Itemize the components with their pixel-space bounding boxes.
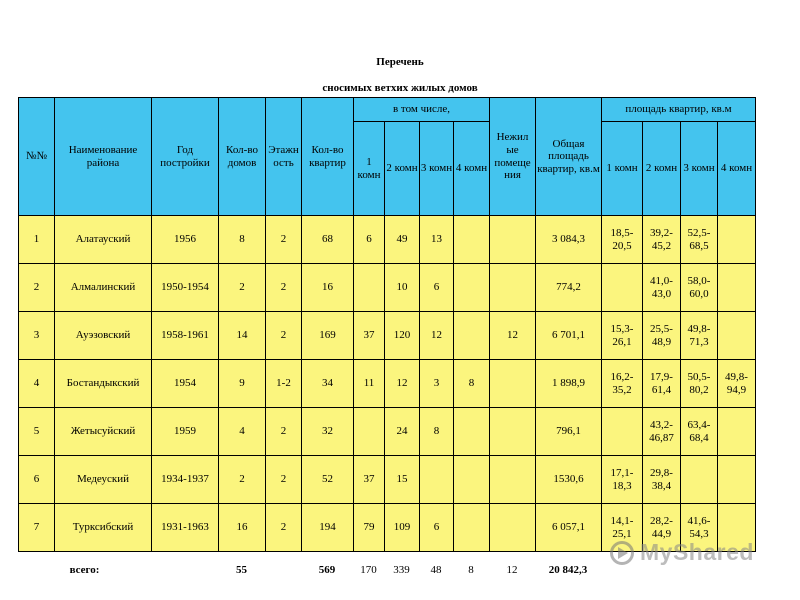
row-district: Ауэзовский	[55, 312, 152, 360]
row-area-3: 63,4-68,4	[681, 408, 718, 456]
row-apartments: 68	[302, 216, 354, 264]
row-district: Медеуский	[55, 456, 152, 504]
header-area-3: 3 комн	[681, 122, 718, 216]
row-total-area: 6 057,1	[536, 504, 602, 552]
row-rooms-2: 10	[385, 264, 420, 312]
totals-label: всего:	[69, 564, 100, 576]
row-houses: 4	[219, 408, 266, 456]
row-rooms-3: 12	[420, 312, 454, 360]
header-nonres: Нежил ые помеще ния	[490, 98, 536, 216]
row-rooms-3	[420, 456, 454, 504]
title-line-1: Перечень	[376, 56, 424, 68]
row-area-2: 25,5-48,9	[643, 312, 681, 360]
row-rooms-4	[454, 216, 490, 264]
row-district: Алмалинский	[55, 264, 152, 312]
row-houses: 8	[219, 216, 266, 264]
row-area-2: 39,2-45,2	[643, 216, 681, 264]
table-row	[19, 216, 756, 264]
row-year: 1958-1961	[152, 312, 219, 360]
row-area-3: 49,8-71,3	[681, 312, 718, 360]
row-area-1: 14,1-25,1	[602, 504, 643, 552]
totals-row	[18, 559, 601, 581]
row-district: Жетысуйский	[55, 408, 152, 456]
row-total-area: 1530,6	[536, 456, 602, 504]
row-floors: 2	[266, 312, 302, 360]
row-num: 3	[19, 312, 55, 360]
row-rooms-3: 3	[420, 360, 454, 408]
totals-r1: 170	[360, 564, 377, 576]
totals-r3: 48	[430, 564, 442, 576]
row-area-1: 16,2-35,2	[602, 360, 643, 408]
header-area-4: 4 комн	[718, 122, 756, 216]
row-area-1	[602, 408, 643, 456]
row-area-2: 29,8-38,4	[643, 456, 681, 504]
row-rooms-4	[454, 408, 490, 456]
row-nonres	[490, 360, 536, 408]
row-num: 6	[19, 456, 55, 504]
row-rooms-1	[354, 408, 385, 456]
row-nonres	[490, 504, 536, 552]
totals-r2: 339	[393, 564, 410, 576]
row-area-4	[718, 264, 756, 312]
row-nonres	[490, 408, 536, 456]
totals-r4: 8	[468, 564, 474, 576]
row-floors: 2	[266, 408, 302, 456]
row-nonres: 12	[490, 312, 536, 360]
header-incl-2: 2 комн	[385, 122, 420, 216]
row-area-2: 41,0-43,0	[643, 264, 681, 312]
table-row	[19, 408, 756, 456]
row-area-2: 28,2-44,9	[643, 504, 681, 552]
row-area-3: 50,5-80,2	[681, 360, 718, 408]
row-rooms-1: 11	[354, 360, 385, 408]
row-houses: 2	[219, 456, 266, 504]
row-rooms-4	[454, 504, 490, 552]
header-year: Год постройки	[152, 98, 219, 216]
row-area-4	[718, 408, 756, 456]
housing-table	[18, 97, 756, 552]
totals-apartments: 569	[318, 564, 336, 576]
row-area-1: 15,3-26,1	[602, 312, 643, 360]
row-floors: 1-2	[266, 360, 302, 408]
row-year: 1934-1937	[152, 456, 219, 504]
row-floors: 2	[266, 216, 302, 264]
row-rooms-2: 49	[385, 216, 420, 264]
totals-houses: 55	[236, 564, 247, 576]
header-incl-4: 4 комн	[454, 122, 490, 216]
row-rooms-2: 15	[385, 456, 420, 504]
title-line-2: сносимых ветхих жилых домов	[322, 82, 478, 94]
row-nonres	[490, 264, 536, 312]
table-row	[19, 456, 756, 504]
table-row	[19, 360, 756, 408]
row-total-area: 774,2	[536, 264, 602, 312]
row-area-2: 43,2-46,87	[643, 408, 681, 456]
header-area-group: площадь квартир, кв.м	[602, 98, 756, 122]
row-year: 1931-1963	[152, 504, 219, 552]
header-houses: Кол-во домов	[219, 98, 266, 216]
row-total-area: 6 701,1	[536, 312, 602, 360]
row-total-area: 796,1	[536, 408, 602, 456]
totals-nonres: 12	[506, 564, 518, 576]
watermark	[610, 536, 770, 572]
row-area-3: 41,6-54,3	[681, 504, 718, 552]
watermark-text: MyShared	[640, 539, 754, 565]
row-floors: 2	[266, 504, 302, 552]
row-rooms-1	[354, 264, 385, 312]
row-rooms-3: 6	[420, 264, 454, 312]
table-row	[19, 264, 756, 312]
row-apartments: 34	[302, 360, 354, 408]
row-area-3: 58,0-60,0	[681, 264, 718, 312]
row-apartments: 169	[302, 312, 354, 360]
row-year: 1950-1954	[152, 264, 219, 312]
row-rooms-3: 8	[420, 408, 454, 456]
row-rooms-4	[454, 312, 490, 360]
row-area-4	[718, 312, 756, 360]
totals-total-area: 20 842,3	[548, 564, 588, 576]
row-nonres	[490, 216, 536, 264]
row-year: 1959	[152, 408, 219, 456]
row-area-2: 17,9-61,4	[643, 360, 681, 408]
row-rooms-1: 37	[354, 456, 385, 504]
row-area-4	[718, 456, 756, 504]
row-rooms-1: 37	[354, 312, 385, 360]
row-area-3: 52,5-68,5	[681, 216, 718, 264]
row-apartments: 52	[302, 456, 354, 504]
row-num: 4	[19, 360, 55, 408]
header-incl-1: 1 комн	[354, 122, 385, 216]
row-rooms-1: 79	[354, 504, 385, 552]
row-area-1	[602, 264, 643, 312]
row-rooms-4	[454, 264, 490, 312]
row-num: 1	[19, 216, 55, 264]
row-num: 7	[19, 504, 55, 552]
row-year: 1954	[152, 360, 219, 408]
row-district: Алатауский	[55, 216, 152, 264]
row-houses: 2	[219, 264, 266, 312]
row-rooms-4: 8	[454, 360, 490, 408]
row-area-1: 17,1-18,3	[602, 456, 643, 504]
row-rooms-2: 24	[385, 408, 420, 456]
row-rooms-3: 13	[420, 216, 454, 264]
header-district: Наименование района	[55, 98, 152, 216]
row-num: 5	[19, 408, 55, 456]
row-floors: 2	[266, 456, 302, 504]
row-num: 2	[19, 264, 55, 312]
header-area-1: 1 комн	[602, 122, 643, 216]
header-floors: Этажн ость	[266, 98, 302, 216]
row-rooms-2: 109	[385, 504, 420, 552]
row-rooms-3: 6	[420, 504, 454, 552]
header-area-2: 2 комн	[643, 122, 681, 216]
table-row	[19, 312, 756, 360]
row-houses: 16	[219, 504, 266, 552]
header-apartments: Кол-во квартир	[302, 98, 354, 216]
row-apartments: 16	[302, 264, 354, 312]
row-area-4: 49,8-94,9	[718, 360, 756, 408]
row-floors: 2	[266, 264, 302, 312]
row-houses: 14	[219, 312, 266, 360]
header-incl-3: 3 комн	[420, 122, 454, 216]
row-area-3	[681, 456, 718, 504]
row-apartments: 32	[302, 408, 354, 456]
row-nonres	[490, 456, 536, 504]
row-area-4	[718, 216, 756, 264]
row-year: 1956	[152, 216, 219, 264]
row-rooms-2: 12	[385, 360, 420, 408]
row-total-area: 3 084,3	[536, 216, 602, 264]
row-area-1: 18,5-20,5	[602, 216, 643, 264]
header-total-area: Общая площадь квартир, кв.м	[536, 98, 602, 216]
row-district: Бостандыкский	[55, 360, 152, 408]
row-rooms-1: 6	[354, 216, 385, 264]
row-district: Турксибский	[55, 504, 152, 552]
row-rooms-4	[454, 456, 490, 504]
row-houses: 9	[219, 360, 266, 408]
row-total-area: 1 898,9	[536, 360, 602, 408]
table-body	[19, 216, 756, 552]
header-num: №№	[19, 98, 55, 216]
header-incl-group: в том числе,	[354, 98, 490, 122]
row-apartments: 194	[302, 504, 354, 552]
play-logo-icon	[610, 541, 634, 565]
row-rooms-2: 120	[385, 312, 420, 360]
